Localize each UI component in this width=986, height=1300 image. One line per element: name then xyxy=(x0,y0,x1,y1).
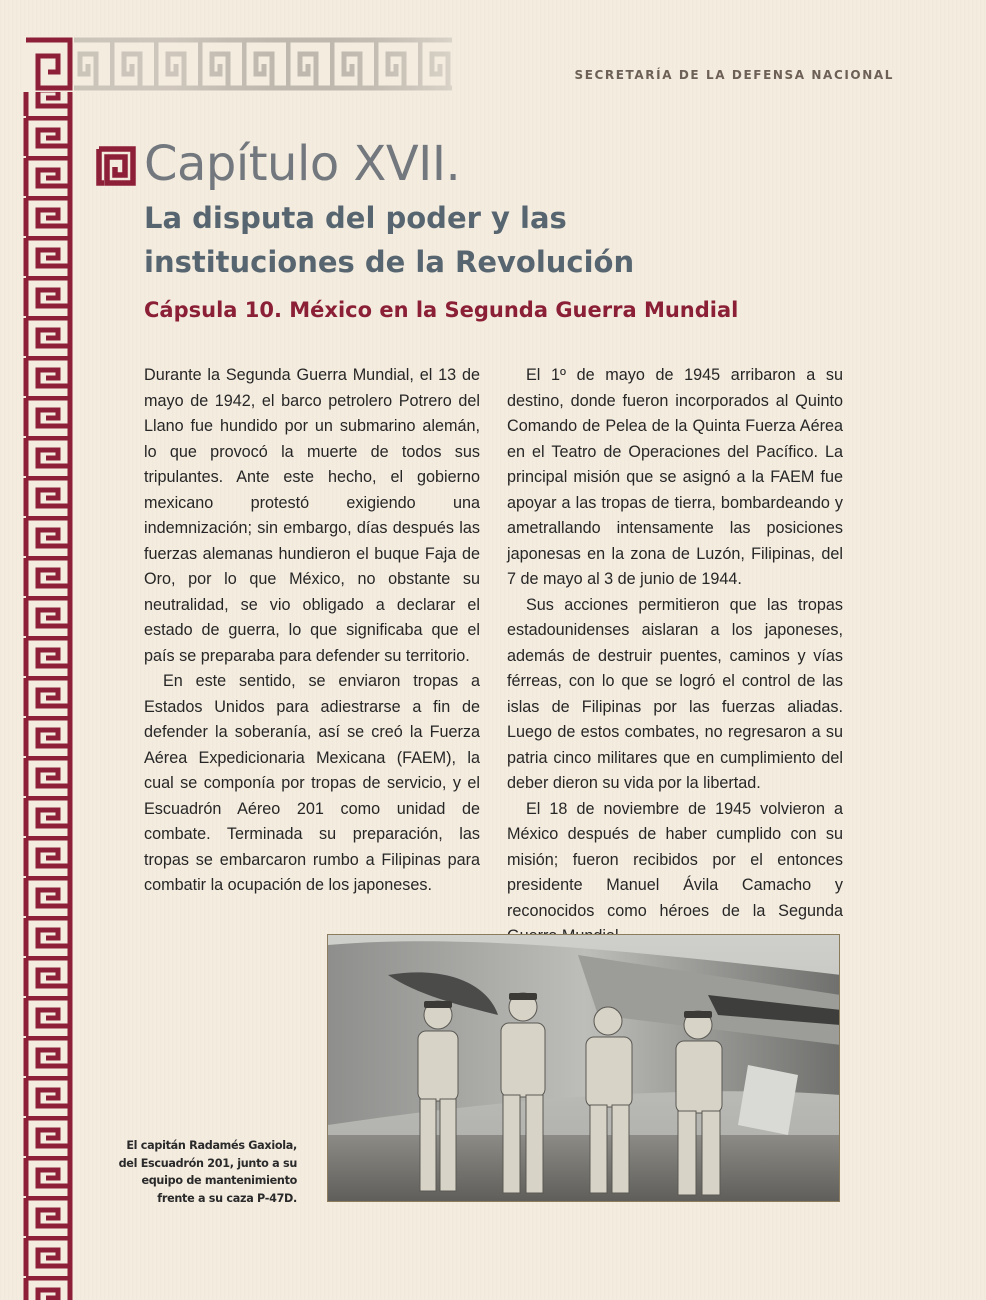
chapter-subtitle: La disputa del poder y las instituciones de la Revolución xyxy=(144,201,635,279)
capsule-title: Cápsula 10. México en la Segunda Guerra Mundial xyxy=(144,298,739,322)
header-organization: SECRETARÍA DE LA DEFENSA NACIONAL xyxy=(574,68,894,82)
paragraph: En este sentido, se enviaron tropas a Estados Unidos para adiestrarse a fin de defender la soberanía, así se creó la Fuerza Aérea Expedicionaria Mexicana (FAEM), la cual se componía por tropas de servicio, y el Escuadrón Aéreo 201 como unidad de combate. Terminada su preparación, las tropas se embarcaron rumbo a Filipinas para combatir la ocupación de los japoneses. xyxy=(144,672,480,894)
text-column-right xyxy=(507,363,843,950)
paragraph: Sus acciones permitieron que las tropas estadounidenses aislaran a los japoneses, además de destruir puentes, caminos y vías férreas, con lo que se logró el control de las islas de Filipinas por las fuerzas aliadas. Luego de estos combates, no regresaron a su patria cinco militares que en cumplimiento del deber dieron su vida por la libertad. xyxy=(507,595,843,792)
paragraph: El 1º de mayo de 1945 arribaron a su destino, donde fueron incorporados al Quinto Comando de Pelea de la Quinta Fuerza Aérea en el Teatro de Operaciones del Pacífico. La principal misión que se asignó a la FAEM fue apoyar a las tropas de tierra, bombardeando y ametrallando intensamente las posiciones japonesas en la zona de Luzón, Filipinas, del 7 de mayo al 3 de junio de 1944. xyxy=(507,366,843,588)
greek-key-border-top xyxy=(22,36,452,92)
greek-key-border-left xyxy=(22,36,74,1300)
chapter-title: Capítulo XVII. xyxy=(144,136,461,192)
paragraph: Durante la Segunda Guerra Mundial, el 13 de mayo de 1942, el barco petrolero Potrero del Llano fue hundido por un submarino alemán, lo que provocó la muerte de todos sus tripulantes. Ante este hecho, el gobierno mexicano protestó exigiendo una indemnización; sin embargo, días después las fuerzas alemanas hundieron el buque Faja de Oro, por lo que México, no obstante su neutralidad, se vio obligado a declarar el estado de guerra, lo que significaba que el país se preparaba para defender su territorio. xyxy=(144,366,480,665)
photo-airmen-plane xyxy=(328,935,840,1202)
chapter-key-icon xyxy=(96,146,136,186)
historical-photo xyxy=(327,934,840,1202)
paragraph: El 18 de noviembre de 1945 volvieron a México después de haber cumplido con su misión; fueron recibidos por el entonces presidente Manuel Ávila Camacho y reconocidos como héroes de la Segunda xyxy=(507,799,843,920)
text-column-left xyxy=(144,363,480,899)
photo-caption: El capitán Radamés Gaxiola, del Escuadrón 201, junto a su equipo de mantenimiento frente a su caza P-47D. xyxy=(118,1139,297,1205)
